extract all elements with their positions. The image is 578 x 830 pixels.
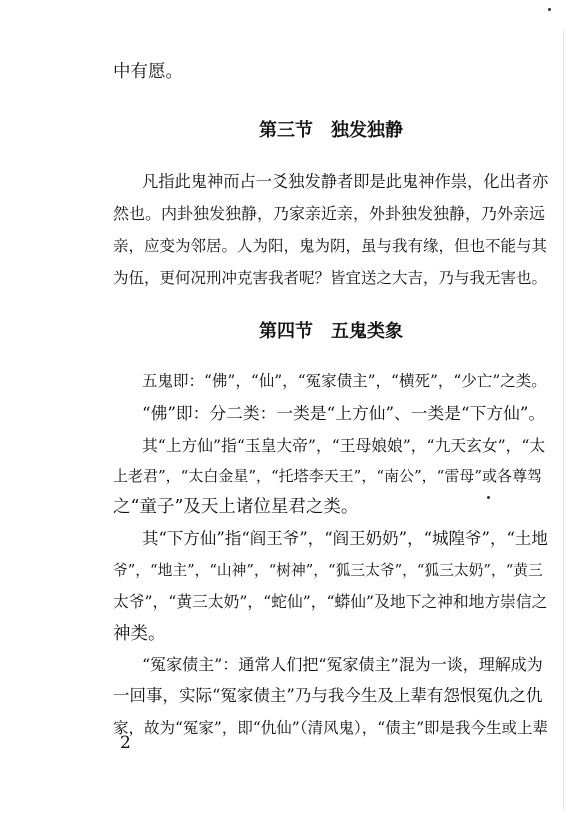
- text-line-1: 中有愿。: [113, 62, 183, 82]
- section-3-title: 第三节 独发独静: [259, 120, 403, 141]
- text-line-10: 之“童子”及天上诸位星君之类。: [113, 497, 359, 517]
- text-line-2: 凡指此鬼神而占一爻独发静者即是此鬼神作祟，化出者亦: [142, 172, 549, 191]
- text-line-7: “佛”即：分二类：一类是“上方仙”、一类是“下方仙”。: [142, 403, 546, 423]
- text-line-4: 亲，应变为邻居。人为阳，鬼为阴，虽与我有缘，但也不能与其: [113, 237, 548, 255]
- section-4-title: 第四节 五鬼类象: [259, 321, 403, 342]
- text-line-16: 一回事，实际“冤家债主”乃与我今生及上辈有怨恨冤仇之仇: [113, 686, 543, 705]
- text-line-17: 家，故为“冤家”，即“仇仙”（清风鬼），“债主”即是我今生或上辈: [113, 719, 549, 737]
- text-line-9: 上老君”，“太白金星”，“托塔李天王”，“南公”，“雷母”或各尊驾: [113, 467, 543, 485]
- scan-speck: [548, 8, 551, 11]
- text-line-15: “冤家债主”：通常人们把“冤家债主”混为一谈，理解成为: [142, 655, 543, 674]
- text-line-3: 然也。内卦独发独静，乃家亲近亲，外卦独发独静，乃外亲远: [113, 204, 546, 223]
- text-line-5: 为伍，更何况刑冲克害我者呢？皆宜送之大吉，乃与我无害也。: [113, 269, 548, 287]
- page-number: 2: [120, 733, 131, 753]
- text-line-6: 五鬼即：“佛”，“仙”，“冤家债主”，“横死”，“少亡”之类。: [142, 372, 547, 390]
- text-line-12: 爷”，“地主”，“山神”，“树神”，“狐三太爷”，“狐三太奶”，“黄三: [113, 562, 543, 579]
- text-line-11: 其“下方仙”指“阎王爷”，“阎王奶奶”，“城隍爷”，“土地: [142, 529, 548, 548]
- scan-speck: [487, 496, 490, 499]
- scan-edge: [563, 30, 564, 810]
- text-line-14: 神类。: [113, 624, 166, 644]
- text-line-8: 其“上方仙”指“玉皇大帝”，“王母娘娘”，“九天玄女”，“太: [142, 436, 546, 455]
- text-line-13: 太爷”，“黄三太奶”，“蛇仙”，“蟒仙”及地下之神和地方崇信之: [113, 592, 548, 611]
